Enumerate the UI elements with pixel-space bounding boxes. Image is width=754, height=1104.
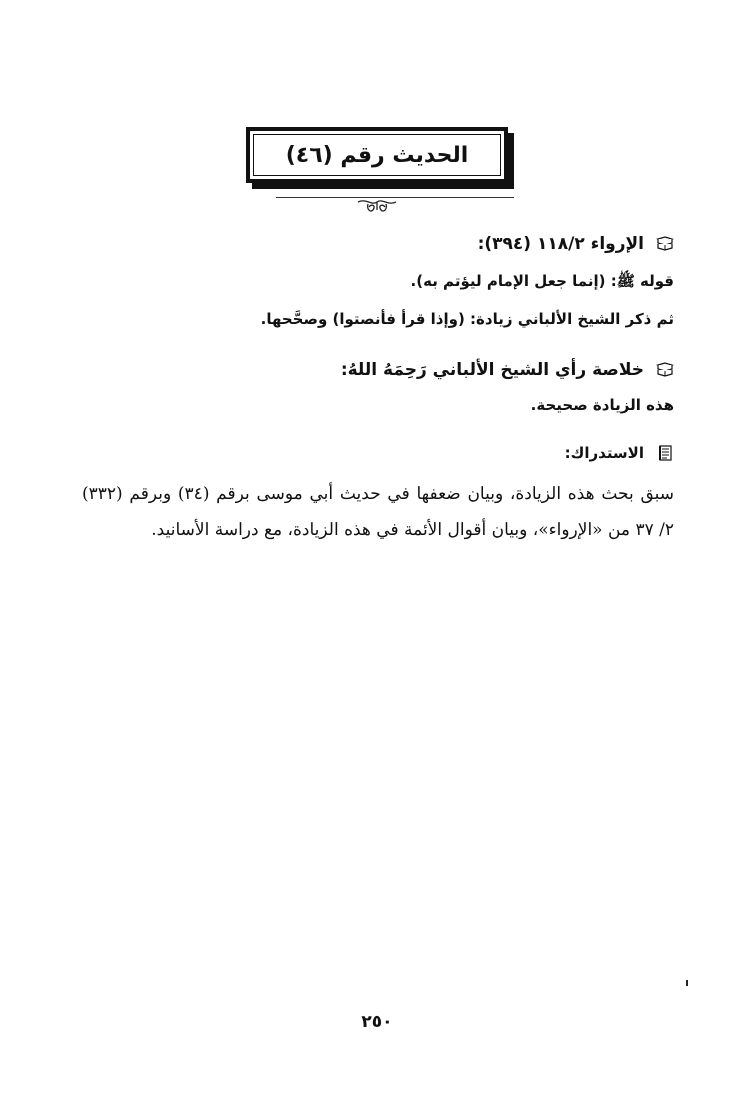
irwa-line-2: ثم ذكر الشيخ الألباني زيادة: (وإذا قرأ فأنصتوا) وصحَّحها.	[260, 310, 674, 328]
istidrak-heading-row	[565, 444, 674, 462]
scan-speck	[686, 980, 688, 986]
title-box	[246, 127, 508, 183]
istidrak-paragraph: سبق بحث هذه الزيادة، وبيان ضعفها في حديث أبي موسى برقم (٣٤) وبرقم (٣٣٢) ٢/ ٣٧ من «الإرواء»، وبيان أقوال الأئمة في هذه الزيادة، مع دراسة الأسانيد.	[82, 484, 675, 540]
irwa-line-1: قوله ﷺ: (إنما جعل الإمام ليؤتم به).	[410, 272, 674, 290]
summary-heading: خلاصة رأي الشيخ الألباني رَحِمَهُ اللهُ:	[340, 360, 644, 380]
floral-ornament-icon	[356, 196, 398, 216]
hadith-title: الحديث رقم (٤٦)	[285, 142, 469, 168]
page-number: ٢٥٠	[361, 1012, 393, 1032]
stacked-books-icon	[656, 236, 674, 252]
irwa-heading: الإرواء ١١٨/٢ (٣٩٤):	[477, 234, 644, 254]
irwa-heading-row	[478, 234, 674, 254]
notepad-icon	[656, 445, 674, 461]
summary-heading-row	[341, 360, 674, 380]
stacked-books-icon	[656, 362, 674, 378]
istidrak-heading: الاستدراك:	[564, 444, 644, 462]
summary-line-1: هذه الزيادة صحيحة.	[530, 396, 674, 414]
